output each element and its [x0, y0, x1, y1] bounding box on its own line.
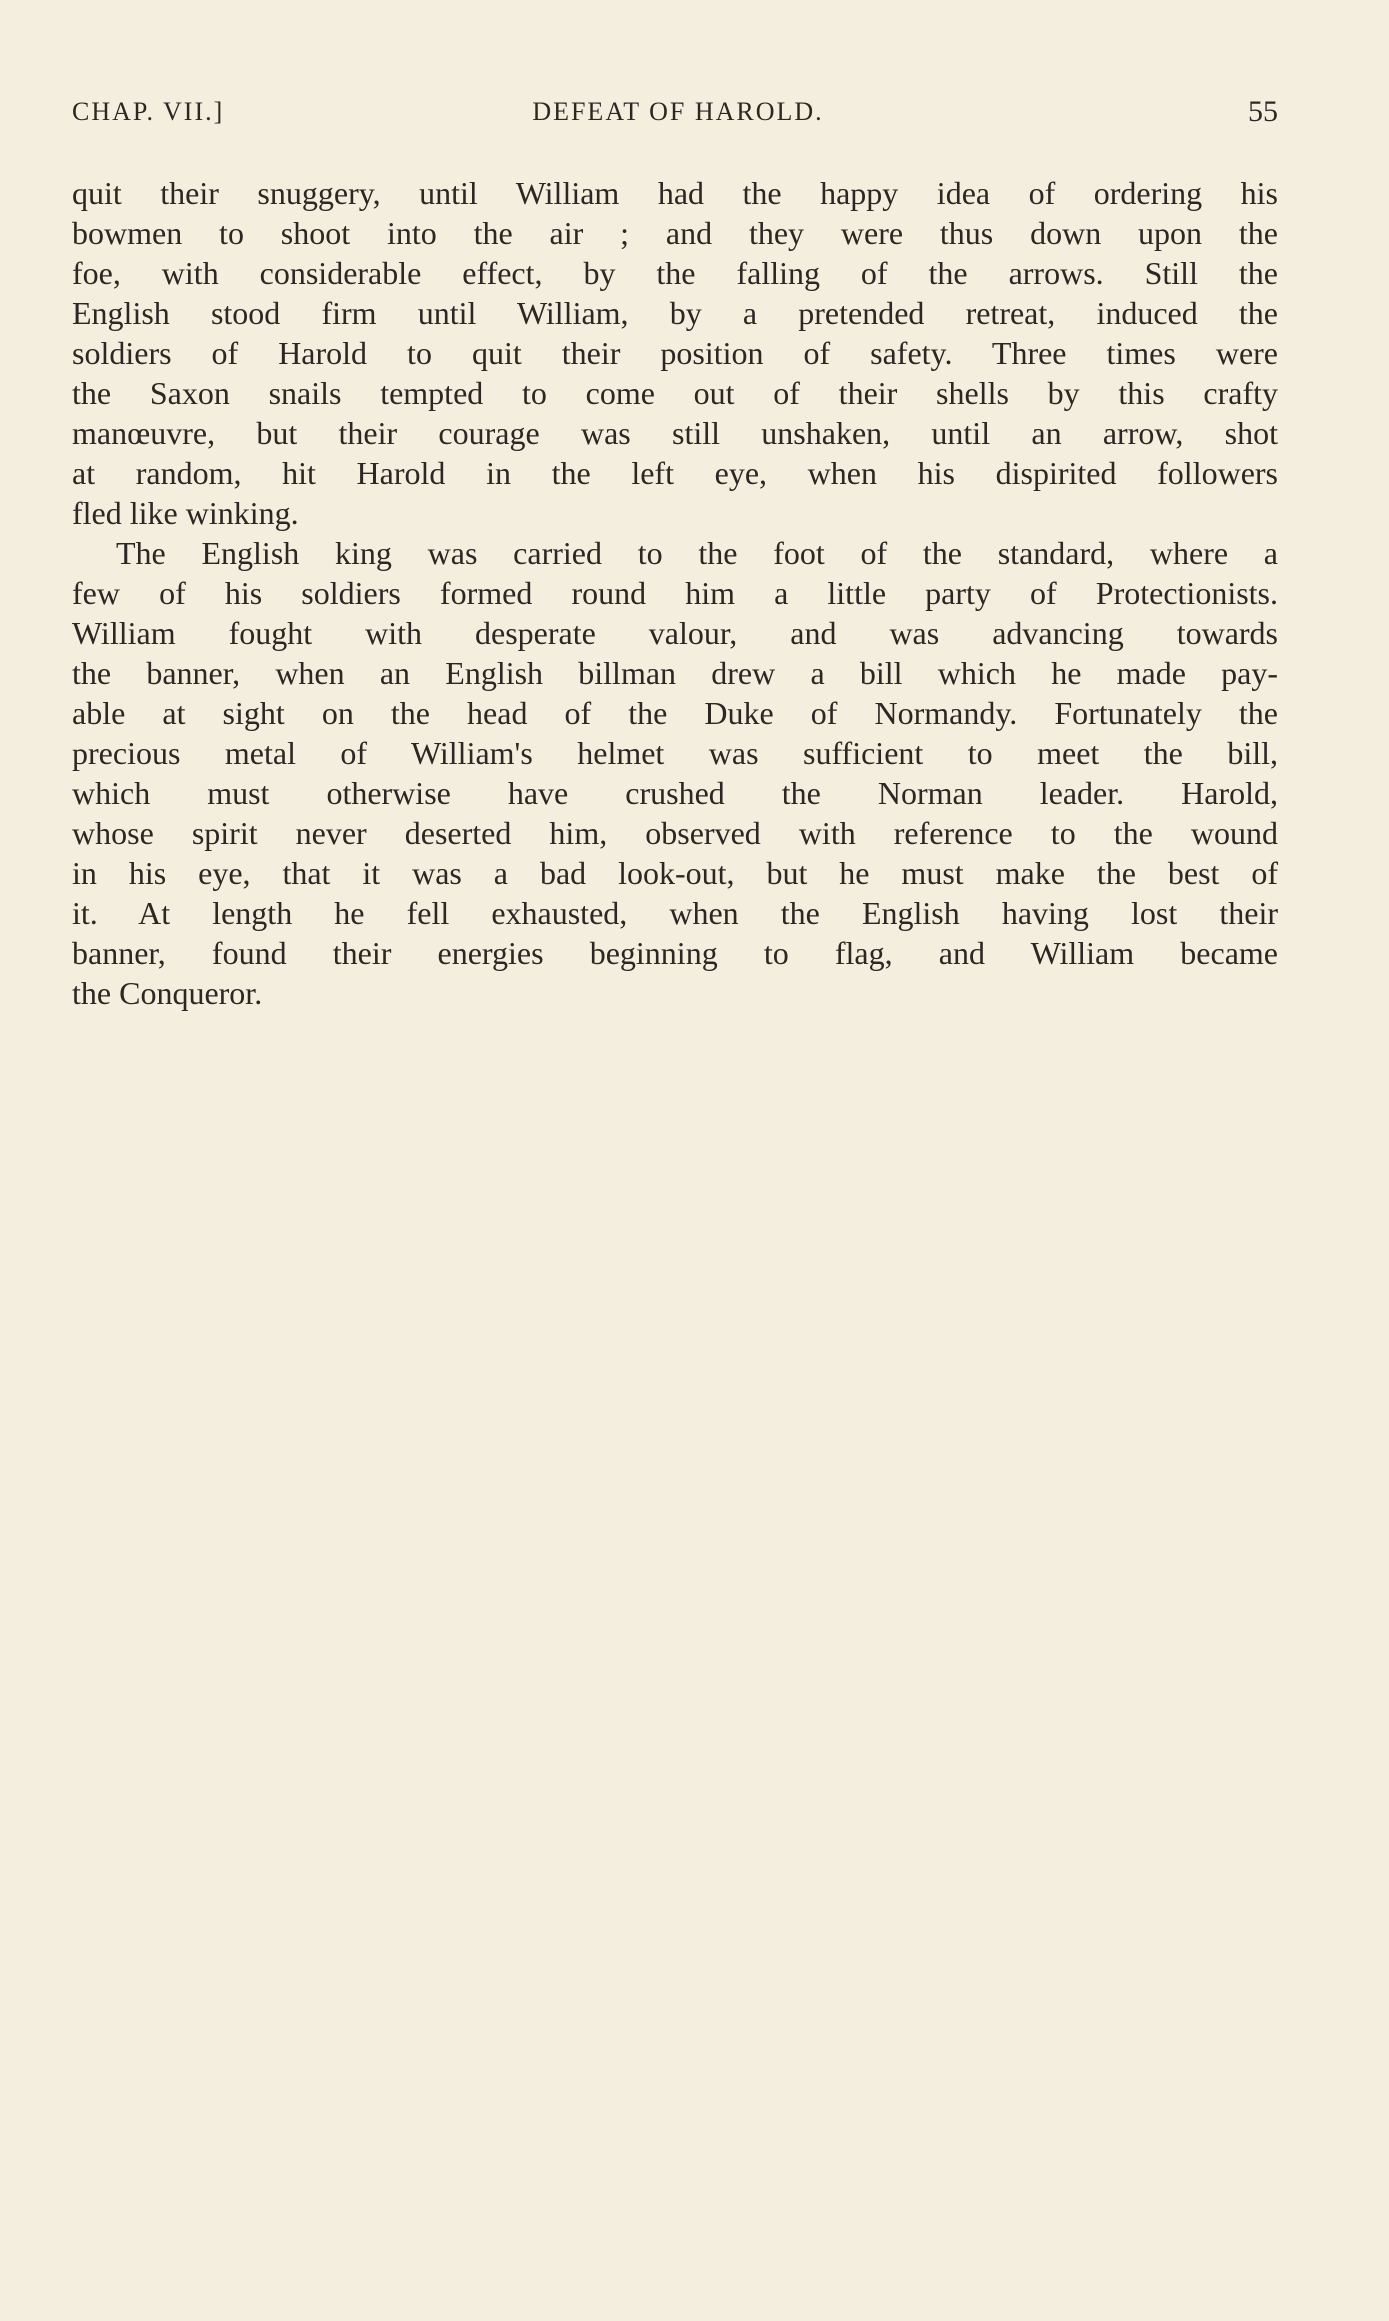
text-line: at random, hit Harold in the left eye, when his dispirited followers — [72, 455, 1278, 491]
text-line: in his eye, that it was a bad look-out, but he must make the best of — [72, 855, 1278, 891]
text-line: banner, found their energies beginning to flag, and William became — [72, 935, 1278, 971]
text-line: whose spirit never deserted him, observed with reference to the wound — [72, 815, 1278, 851]
text-line: The English king was carried to the foot of the standard, where a — [116, 535, 1278, 571]
running-head — [72, 92, 1284, 132]
text-line: soldiers of Harold to quit their position of safety. Three times were — [72, 335, 1278, 371]
text-line: fled like winking. — [72, 495, 299, 531]
text-line: William fought with desperate valour, and was advancing towards — [72, 615, 1278, 651]
text-line: manœuvre, but their courage was still unshaken, until an arrow, shot — [72, 415, 1278, 451]
text-line: the banner, when an English billman drew a bill which he made pay- — [72, 655, 1278, 691]
text-line: English stood firm until William, by a pretended retreat, induced the — [72, 295, 1278, 331]
text-line: foe, with considerable effect, by the falling of the arrows. Still the — [72, 255, 1278, 291]
text-line: few of his soldiers formed round him a little party of Protectionists. — [72, 575, 1278, 611]
text-line: which must otherwise have crushed the Norman leader. Harold, — [72, 775, 1278, 811]
text-line: quit their snuggery, until William had the happy idea of ordering his — [72, 175, 1278, 211]
text-line: able at sight on the head of the Duke of Normandy. Fortunately the — [72, 695, 1278, 731]
text-line: bowmen to shoot into the air ; and they were thus down upon the — [72, 215, 1278, 251]
text-line: the Conqueror. — [72, 975, 263, 1011]
page-title: DEFEAT OF HAROLD. — [532, 97, 824, 126]
text-line: the Saxon snails tempted to come out of their shells by this crafty — [72, 375, 1278, 411]
chapter-label: CHAP. VII.] — [72, 97, 225, 126]
body-text — [72, 173, 1278, 1013]
text-line: it. At length he fell exhausted, when the English having lost their — [72, 895, 1278, 931]
paragraph-1 — [72, 173, 1278, 533]
page-number: 55 — [1248, 95, 1278, 128]
text-line: precious metal of William's helmet was sufficient to meet the bill, — [72, 735, 1278, 771]
paragraph-2 — [72, 533, 1278, 1013]
